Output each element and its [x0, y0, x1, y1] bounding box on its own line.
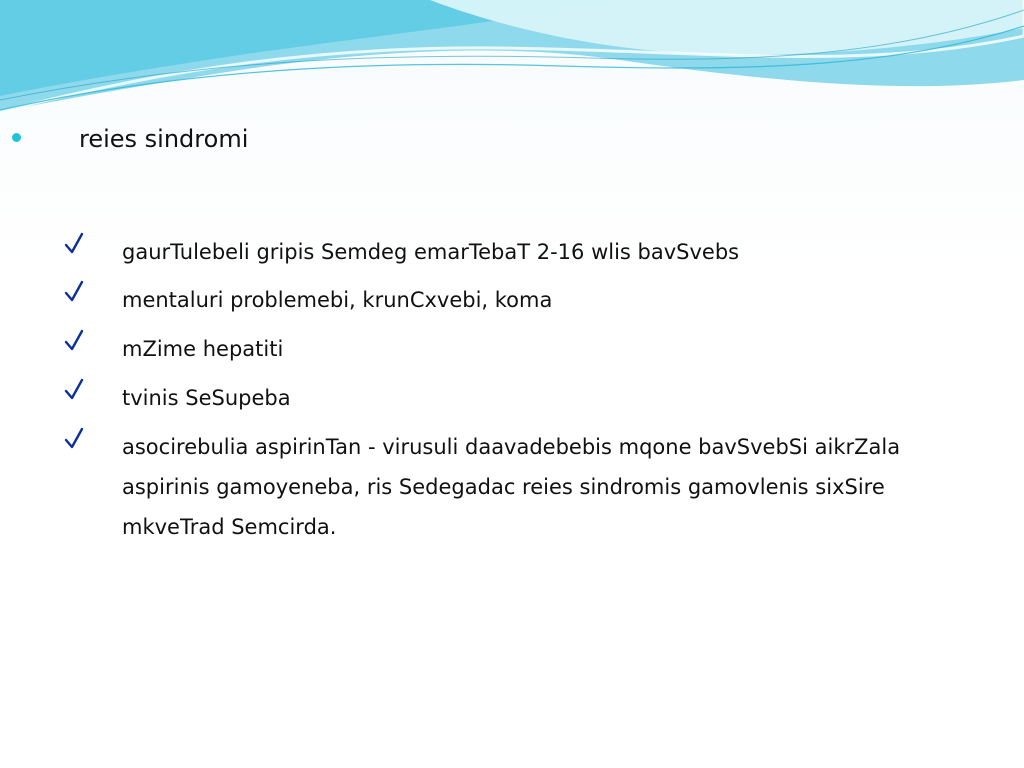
list-item — [64, 280, 964, 320]
list-item-text: mZime hepatiti — [122, 337, 284, 361]
slide-title-text: reies sindromi — [79, 125, 249, 153]
check-icon — [64, 232, 84, 256]
check-icon — [64, 280, 84, 304]
list-item-text: gaurTulebeli gripis Semdeg emarTebaT 2-16 wlis bavSvebs — [122, 240, 740, 264]
check-icon — [64, 427, 84, 451]
list-item-text: tvinis SeSupeba — [122, 386, 291, 410]
check-icon — [64, 329, 84, 353]
list-item-text: asocirebulia aspirinTan - virusuli daavadebebis mqone bavSvebSi aikrZala aspirinis gamoyeneba, ris Sedegadac reies sindromis gamovlenis sixSire mkveTrad Semcirda. — [122, 435, 901, 539]
list-item — [64, 232, 964, 272]
list-item — [64, 378, 964, 418]
round-bullet-icon — [12, 133, 21, 142]
main-bullet — [12, 122, 372, 158]
check-icon — [64, 378, 84, 402]
list-item-text: mentaluri problemebi, krunCxvebi, koma — [122, 288, 553, 312]
decorative-wave-header — [0, 0, 1024, 120]
list-item — [64, 427, 964, 555]
list-item — [64, 329, 964, 369]
